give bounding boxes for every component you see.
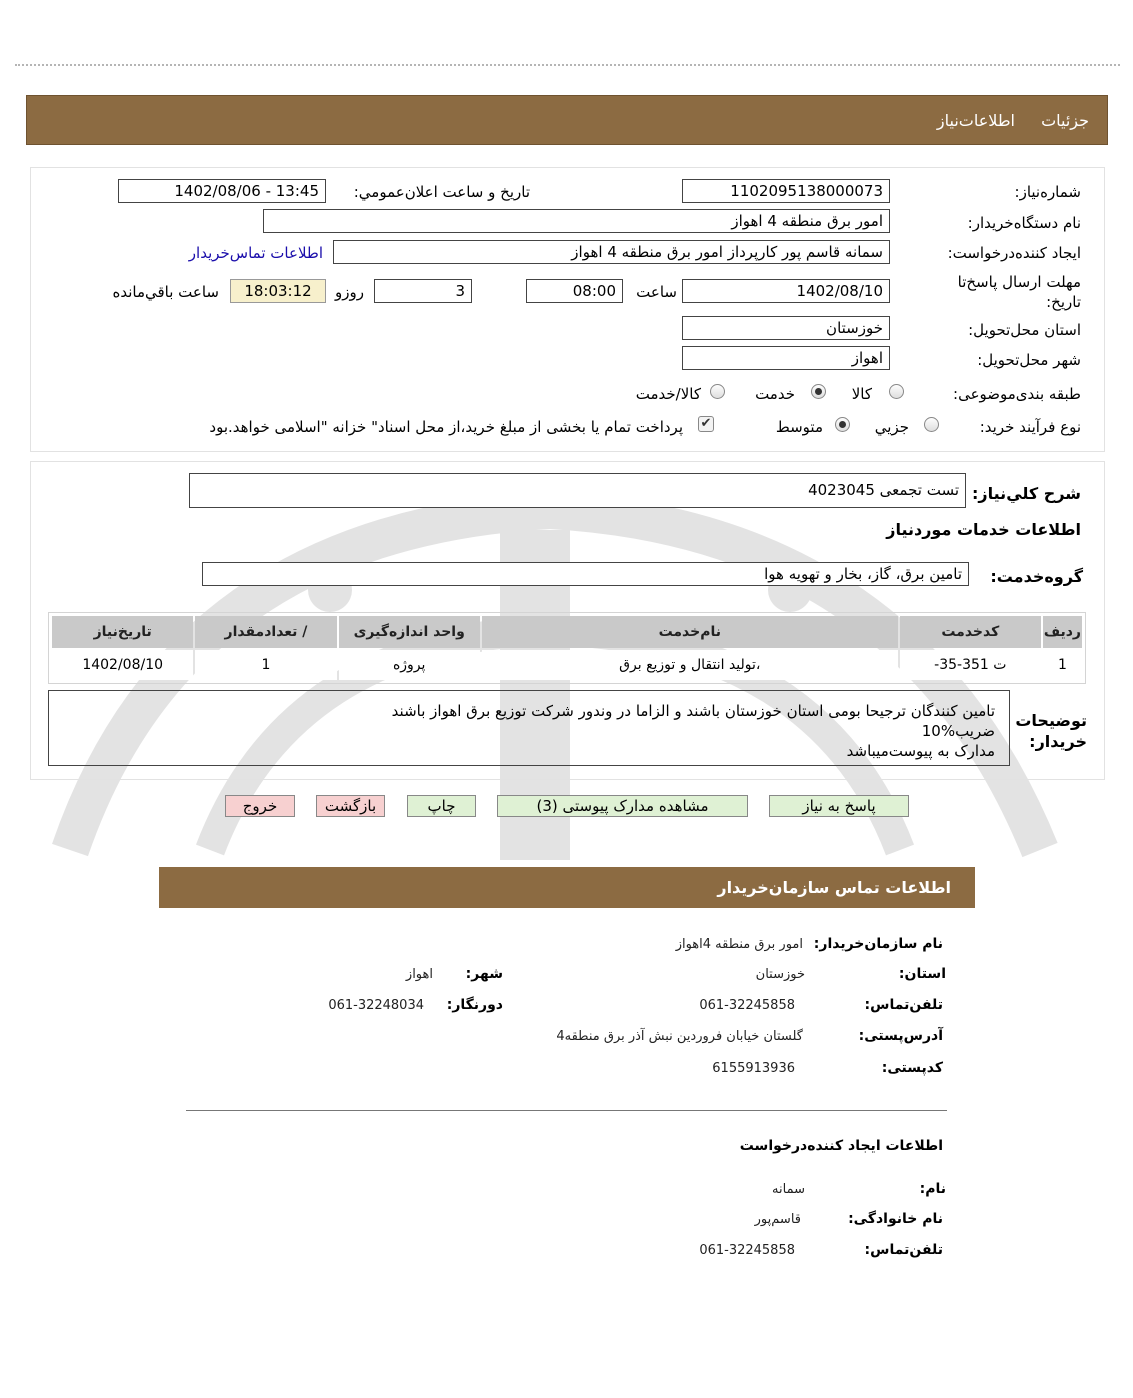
service-group-field: تامین برق، گاز، بخار و تهویه هوا [202,562,969,586]
province-value: خوزستان [755,967,805,982]
tab-details[interactable]: جزئیات [1041,111,1089,130]
address-label: آدرس‌پستی: [858,1028,943,1044]
creator-phone-value: 061-32245858 [699,1243,795,1258]
table-header-row [52,616,1082,648]
process-radio-medium[interactable] [835,417,850,432]
cell-service-code: ت 351-35- [900,650,1041,680]
announce-date-field: 1402/08/06 - 13:45 [118,179,326,203]
category-label: طبقه بندی‌موضوعی: [953,385,1081,403]
creator-name-label: نام: [919,1181,946,1197]
process-medium-label: متوسط [775,418,823,436]
cell-unit: پروژه [339,650,480,680]
buyer-contact-heading: اطلاعات تماس سازمان‌خریدار [717,878,951,897]
announce-date-label: تاریخ و ساعت اعلان‌عمومي: [353,183,530,201]
col-unit: واحد اندازه‌گیری [339,616,480,648]
creator-name-value: سمانه [772,1182,805,1197]
fax-label: دورنگار: [446,997,503,1013]
description-field: تست تجمعی 4023045 [189,473,966,508]
buyer-notes-label: توضیحات خریدار: [1015,711,1087,751]
buyer-contact-link[interactable]: اطلاعات تماس‌خریدار [188,244,323,262]
phone-label: تلفن‌تماس: [864,997,943,1013]
delivery-city-field: اهواز [682,346,890,370]
cell-row: 1 [1043,650,1082,680]
city-value: اهواز [405,967,433,982]
fax-value: 061-32248034 [328,998,424,1013]
col-quantity: / تعداد‌مقدار [195,616,336,648]
org-name-label: نام سازمان‌خریدار: [813,936,943,952]
category-service-label: خدمت [755,385,795,403]
col-need-date: تاریخ‌نیاز [52,616,193,648]
province-label: استان: [898,966,946,982]
contact-divider [186,1110,947,1111]
services-heading: اطلاعات خدمات موردنیاز [886,520,1081,539]
buyer-name-label: نام دستگاه‌خریدار: [967,214,1081,232]
creator-field: سمانه قاسم پور کارپرداز امور برق منطقه 4 اهواز [333,240,890,264]
delivery-province-label: استان محل‌تحویل: [968,321,1081,339]
city-label: شهر: [465,966,503,982]
view-attachments-button[interactable]: مشاهده مدارک پیوستی (3) [497,795,748,817]
buyer-notes-line3: مدارک به پیوست‌میباشد [846,742,995,760]
days-label: روزو [335,283,364,301]
top-divider [15,64,1120,66]
creator-family-label: نام خانوادگی: [848,1211,943,1227]
buyer-notes-box [48,690,1010,766]
creator-phone-label: تلفن‌تماس: [864,1242,943,1258]
cell-quantity: 1 [195,650,336,680]
description-label: شرح کلي‌نیاز: [972,484,1081,503]
col-row: ردیف [1043,616,1082,648]
buyer-name-field: امور برق منطقه 4 اهواز [263,209,890,233]
process-radio-minor[interactable] [924,417,939,432]
reply-button[interactable]: پاسخ به نیاز [769,795,909,817]
address-value: گلستان خیابان فروردین نبش آذر برق منطقه4 [556,1029,803,1044]
creator-family-value: قاسم‌پور [754,1212,801,1227]
postal-code-label: کد‌پستی: [881,1060,943,1076]
remaining-label: ساعت باقي‌مانده [112,283,219,301]
col-service-code: کدخدمت [900,616,1041,648]
category-goods-service-label: کالا/خدمت [635,385,701,403]
buyer-notes-line2: ضریب%10 [921,722,995,740]
need-number-label: شماره‌نیاز: [1014,183,1081,201]
delivery-city-label: شهر محل‌تحویل: [977,351,1081,369]
category-radio-goods[interactable] [889,384,904,399]
deadline-label: مهلت ارسال پاسخ‌تا تاریخ: [957,273,1081,311]
back-button[interactable]: بازگشت [316,795,385,817]
creator-info-heading: اطلاعات ایجاد کننده‌درخواست [739,1138,943,1154]
cell-need-date: 1402/08/10 [52,650,193,680]
treasury-payment-note: پرداخت تمام یا بخشی از مبلغ خرید،از محل اسناد" خزانه "اسلامی خواهد.بود [209,418,683,436]
buyer-notes-line1: تامین کنندگان ترجیحا بومی استان خوزستان باشند و الزاما در وندور شرکت توزیع برق اهواز باشند [391,702,995,720]
tab-need-info[interactable]: اطلاعات‌نیاز [936,111,1015,130]
cell-service-name: ،تولید انتقال و توزیع برق [482,650,898,680]
col-service-name: نام‌خدمت [482,616,898,648]
deadline-time-field: 08:00 [526,279,623,303]
org-name-value: امور برق منطقه 4اهواز [675,937,803,952]
days-field: 3 [374,279,472,303]
postal-code-value: 6155913936 [712,1061,795,1076]
deadline-time-label: ساعت [636,283,677,301]
category-goods-label: کالا [851,385,872,403]
category-radio-service[interactable] [811,384,826,399]
deadline-date-field: 1402/08/10 [682,279,890,303]
process-minor-label: جزیي [874,418,909,436]
remaining-time: 18:03:12 [230,279,326,303]
print-button[interactable]: چاپ [407,795,476,817]
need-number-field: 1102095138000073 [682,179,890,203]
services-table [50,614,1084,682]
process-type-label: نوع فرآیند خرید: [979,418,1081,436]
page-header [26,95,1108,145]
table-row [52,650,1082,680]
delivery-province-field: خوزستان [682,316,890,340]
treasury-payment-checkbox[interactable]: ✔ [698,416,714,432]
buyer-contact-header [159,867,975,908]
creator-label: ایجاد کننده‌درخواست: [947,244,1081,262]
service-group-label: گروه‌خدمت: [990,567,1083,586]
exit-button[interactable]: خروج [225,795,295,817]
category-radio-goods-service[interactable] [710,384,725,399]
phone-value: 061-32245858 [699,998,795,1013]
